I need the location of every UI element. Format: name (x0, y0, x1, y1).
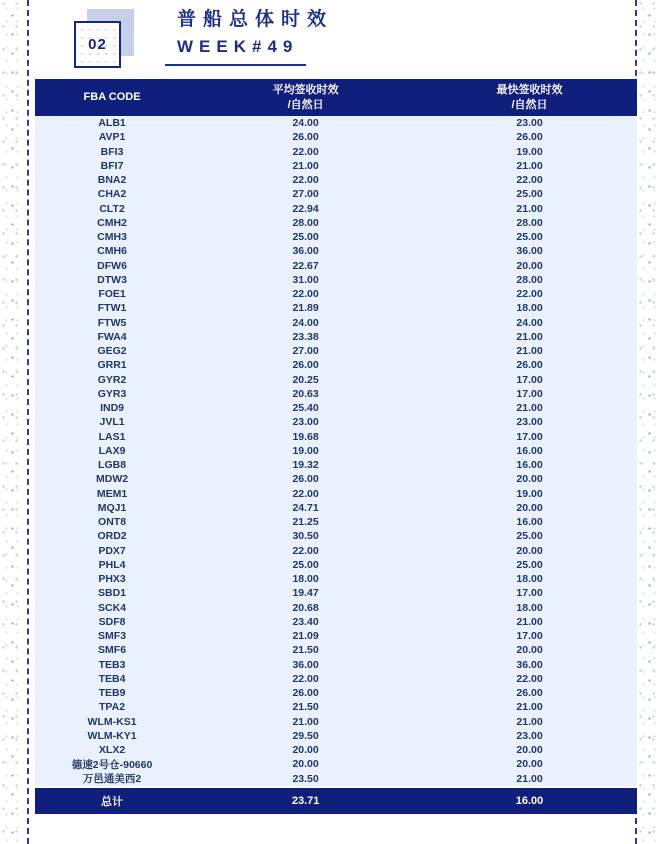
avg-days-cell: 19.32 (292, 459, 319, 472)
table-row (35, 187, 637, 201)
table-row (35, 757, 637, 771)
avg-days-cell: 23.40 (292, 615, 319, 628)
fba-code-cell: ALB1 (98, 117, 126, 130)
fastest-days-cell: 21.00 (516, 402, 543, 415)
table-row (35, 244, 637, 258)
avg-days-cell: 23.00 (292, 416, 319, 429)
fba-code-cell: JVL1 (99, 416, 125, 429)
avg-days-cell: 21.25 (292, 516, 319, 529)
fastest-days-cell: 22.00 (516, 288, 543, 301)
fba-code-cell: MDW2 (96, 473, 129, 486)
total-fastest-days: 16.00 (515, 794, 544, 807)
avg-days-cell: 21.00 (292, 159, 319, 172)
table-row (35, 615, 637, 629)
avg-days-cell: 25.40 (292, 402, 319, 415)
table-row (35, 515, 637, 529)
fastest-days-cell: 26.00 (516, 687, 543, 700)
column-header-fastest-line2: /自然日 (511, 98, 548, 111)
table-row (35, 145, 637, 159)
avg-days-cell: 22.00 (292, 672, 319, 685)
fba-code-cell: CLT2 (99, 202, 125, 215)
avg-days-cell: 22.00 (292, 288, 319, 301)
avg-days-cell: 19.00 (292, 444, 319, 457)
fba-code-cell: CHA2 (97, 188, 127, 201)
avg-days-cell: 30.50 (292, 530, 319, 543)
fba-code-cell: AVP1 (98, 131, 126, 144)
table-row (35, 558, 637, 572)
table-body (35, 116, 637, 786)
table-row (35, 415, 637, 429)
table-row (35, 130, 637, 144)
title-block (177, 8, 333, 66)
fastest-days-cell: 23.00 (516, 416, 543, 429)
fba-code-cell: SCK4 (98, 601, 127, 614)
table-row (35, 316, 637, 330)
page-subtitle: WEEK#49 (177, 36, 299, 56)
avg-days-cell: 22.00 (292, 544, 319, 557)
fba-code-cell: GYR3 (97, 387, 127, 400)
fba-code-cell: FWA4 (97, 330, 127, 343)
table-row (35, 715, 637, 729)
avg-days-cell: 21.00 (292, 715, 319, 728)
fastest-days-cell: 28.00 (516, 273, 543, 286)
table-row (35, 686, 637, 700)
avg-days-cell: 27.00 (292, 345, 319, 358)
table-row (35, 430, 637, 444)
fastest-days-cell: 16.00 (516, 516, 543, 529)
avg-days-cell: 36.00 (292, 658, 319, 671)
avg-days-cell: 20.00 (292, 744, 319, 757)
timing-table (35, 79, 637, 814)
table-row (35, 116, 637, 130)
fastest-days-cell: 28.00 (516, 216, 543, 229)
avg-days-cell: 26.00 (292, 473, 319, 486)
table-row (35, 572, 637, 586)
column-header-avg-line1: 平均签收时效 (272, 83, 339, 96)
table-row (35, 501, 637, 515)
table-row (35, 458, 637, 472)
avg-days-cell: 22.00 (292, 487, 319, 500)
avg-days-cell: 23.50 (292, 772, 319, 785)
fba-code-cell: SBD1 (98, 587, 127, 600)
fastest-days-cell: 16.00 (516, 459, 543, 472)
fba-code-cell: DTW3 (97, 273, 127, 286)
fastest-days-cell: 17.00 (516, 630, 543, 643)
fba-code-cell: BFI7 (100, 159, 124, 172)
fba-code-cell: SMF3 (98, 630, 127, 643)
table-row (35, 202, 637, 216)
fba-code-cell: WLM-KY1 (87, 729, 137, 742)
fba-code-cell: ONT8 (98, 516, 127, 529)
fastest-days-cell: 24.00 (516, 316, 543, 329)
avg-days-cell: 24.00 (292, 117, 319, 130)
avg-days-cell: 18.00 (292, 573, 319, 586)
table-row (35, 401, 637, 415)
table-row (35, 230, 637, 244)
table-row (35, 772, 637, 786)
fba-code-cell: FTW5 (97, 316, 127, 329)
table-row (35, 301, 637, 315)
page-title: 普船总体时效 (177, 9, 334, 30)
fastest-days-cell: 21.00 (516, 345, 543, 358)
fba-code-cell: 万邑通美西2 (82, 773, 142, 786)
fba-code-cell: BNA2 (97, 174, 127, 187)
fastest-days-cell: 20.00 (516, 744, 543, 757)
table-row (35, 259, 637, 273)
table-row (35, 700, 637, 714)
table-row (35, 629, 637, 643)
total-avg-days: 23.71 (291, 794, 320, 807)
avg-days-cell: 21.89 (292, 302, 319, 315)
fastest-days-cell: 21.00 (516, 701, 543, 714)
fba-code-cell: PHX3 (98, 573, 126, 586)
fba-code-cell: FOE1 (98, 288, 126, 301)
report-header (29, 0, 635, 79)
fastest-days-cell: 36.00 (516, 658, 543, 671)
fba-code-cell: GEG2 (97, 345, 127, 358)
fastest-days-cell: 17.00 (516, 387, 543, 400)
fba-code-cell: LAX9 (98, 444, 126, 457)
fba-code-cell: XLX2 (98, 744, 126, 757)
table-row (35, 472, 637, 486)
section-number: 02 (74, 21, 121, 68)
fastest-days-cell: 18.00 (516, 302, 543, 315)
fba-code-cell: CMH2 (97, 216, 127, 229)
avg-days-cell: 20.68 (292, 601, 319, 614)
title-underline (165, 64, 306, 66)
table-row (35, 273, 637, 287)
avg-days-cell: 23.38 (292, 330, 319, 343)
fastest-days-cell: 20.00 (516, 544, 543, 557)
fastest-days-cell: 17.00 (516, 373, 543, 386)
fba-code-cell: 德速2号仓-90660 (71, 758, 153, 771)
fba-code-cell: TEB4 (98, 672, 126, 685)
fastest-days-cell: 26.00 (516, 131, 543, 144)
column-header-fastest-days (422, 83, 637, 113)
fba-code-cell: CMH6 (97, 245, 127, 258)
fastest-days-cell: 20.00 (516, 501, 543, 514)
avg-days-cell: 20.25 (292, 373, 319, 386)
table-row (35, 344, 637, 358)
fba-code-cell: CMH3 (97, 231, 127, 244)
fastest-days-cell: 19.00 (516, 487, 543, 500)
table-row (35, 544, 637, 558)
fastest-days-cell: 25.00 (516, 231, 543, 244)
avg-days-cell: 27.00 (292, 188, 319, 201)
fastest-days-cell: 21.00 (516, 159, 543, 172)
fastest-days-cell: 20.00 (516, 473, 543, 486)
dotted-margin-right (637, 0, 664, 844)
table-row (35, 387, 637, 401)
fba-code-cell: PDX7 (98, 544, 126, 557)
table-header-row (35, 79, 637, 116)
column-header-fastest-line1: 最快签收时效 (496, 83, 563, 96)
fastest-days-cell: 18.00 (516, 601, 543, 614)
avg-days-cell: 21.50 (292, 701, 319, 714)
fastest-days-cell: 21.00 (516, 772, 543, 785)
fastest-days-cell: 23.00 (516, 117, 543, 130)
dotted-margin-left (0, 0, 27, 844)
fba-code-cell: ORD2 (97, 530, 127, 543)
fba-code-cell: SDF8 (98, 615, 126, 628)
fba-code-cell: TEB3 (98, 658, 126, 671)
avg-days-cell: 24.00 (292, 316, 319, 329)
table-row (35, 287, 637, 301)
avg-days-cell: 22.00 (292, 174, 319, 187)
fba-code-cell: BFI3 (100, 145, 124, 158)
table-row (35, 330, 637, 344)
column-header-avg-days (189, 83, 422, 113)
avg-days-cell: 22.67 (292, 259, 319, 272)
fba-code-cell: TEB9 (98, 687, 126, 700)
fba-code-cell: MQJ1 (97, 501, 127, 514)
avg-days-cell: 31.00 (292, 273, 319, 286)
fba-code-cell: SMF6 (98, 644, 127, 657)
report-content (27, 0, 637, 844)
fastest-days-cell: 16.00 (516, 444, 543, 457)
avg-days-cell: 19.47 (292, 587, 319, 600)
table-row (35, 743, 637, 757)
fba-code-cell: WLM-KS1 (87, 715, 137, 728)
fastest-days-cell: 19.00 (516, 145, 543, 158)
table-row (35, 487, 637, 501)
fastest-days-cell: 21.00 (516, 615, 543, 628)
fba-code-cell: LGB8 (98, 459, 127, 472)
avg-days-cell: 19.68 (292, 430, 319, 443)
fastest-days-cell: 20.00 (516, 644, 543, 657)
avg-days-cell: 26.00 (292, 687, 319, 700)
fba-code-cell: DFW6 (97, 259, 127, 272)
fastest-days-cell: 25.00 (516, 530, 543, 543)
avg-days-cell: 22.00 (292, 145, 319, 158)
fba-code-cell: PHL4 (98, 558, 126, 571)
table-row (35, 216, 637, 230)
fba-code-cell: GYR2 (97, 373, 127, 386)
fastest-days-cell: 18.00 (516, 573, 543, 586)
avg-days-cell: 26.00 (292, 131, 319, 144)
table-row (35, 173, 637, 187)
fastest-days-cell: 20.00 (516, 758, 543, 771)
table-row (35, 358, 637, 372)
avg-days-cell: 26.00 (292, 359, 319, 372)
avg-days-cell: 21.50 (292, 644, 319, 657)
fba-code-cell: TPA2 (99, 701, 126, 714)
avg-days-cell: 28.00 (292, 216, 319, 229)
fastest-days-cell: 17.00 (516, 587, 543, 600)
avg-days-cell: 20.00 (292, 758, 319, 771)
table-row (35, 529, 637, 543)
fastest-days-cell: 25.00 (516, 558, 543, 571)
table-row (35, 729, 637, 743)
fastest-days-cell: 21.00 (516, 715, 543, 728)
total-label: 总计 (101, 795, 124, 808)
column-header-fba-code: FBA CODE (83, 91, 141, 104)
table-total-row (35, 788, 637, 814)
avg-days-cell: 20.63 (292, 387, 319, 400)
avg-days-cell: 29.50 (292, 729, 319, 742)
avg-days-cell: 21.09 (292, 630, 319, 643)
table-row (35, 586, 637, 600)
column-header-avg-line2: /自然日 (287, 98, 324, 111)
fastest-days-cell: 25.00 (516, 188, 543, 201)
avg-days-cell: 25.00 (292, 558, 319, 571)
avg-days-cell: 24.71 (292, 501, 319, 514)
table-row (35, 658, 637, 672)
fastest-days-cell: 22.00 (516, 174, 543, 187)
table-row (35, 601, 637, 615)
avg-days-cell: 25.00 (292, 231, 319, 244)
table-row (35, 444, 637, 458)
table-row (35, 159, 637, 173)
fastest-days-cell: 20.00 (516, 259, 543, 272)
table-row (35, 643, 637, 657)
fastest-days-cell: 22.00 (516, 672, 543, 685)
avg-days-cell: 22.94 (292, 202, 319, 215)
fastest-days-cell: 21.00 (516, 330, 543, 343)
fba-code-cell: IND9 (100, 402, 125, 415)
fastest-days-cell: 17.00 (516, 430, 543, 443)
fba-code-cell: FTW1 (97, 302, 127, 315)
fastest-days-cell: 23.00 (516, 729, 543, 742)
fastest-days-cell: 26.00 (516, 359, 543, 372)
avg-days-cell: 36.00 (292, 245, 319, 258)
fba-code-cell: MEM1 (96, 487, 128, 500)
table-row (35, 373, 637, 387)
fastest-days-cell: 21.00 (516, 202, 543, 215)
fba-code-cell: LAS1 (98, 430, 126, 443)
table-row (35, 672, 637, 686)
section-badge (74, 9, 136, 71)
fastest-days-cell: 36.00 (516, 245, 543, 258)
fba-code-cell: GRR1 (97, 359, 127, 372)
